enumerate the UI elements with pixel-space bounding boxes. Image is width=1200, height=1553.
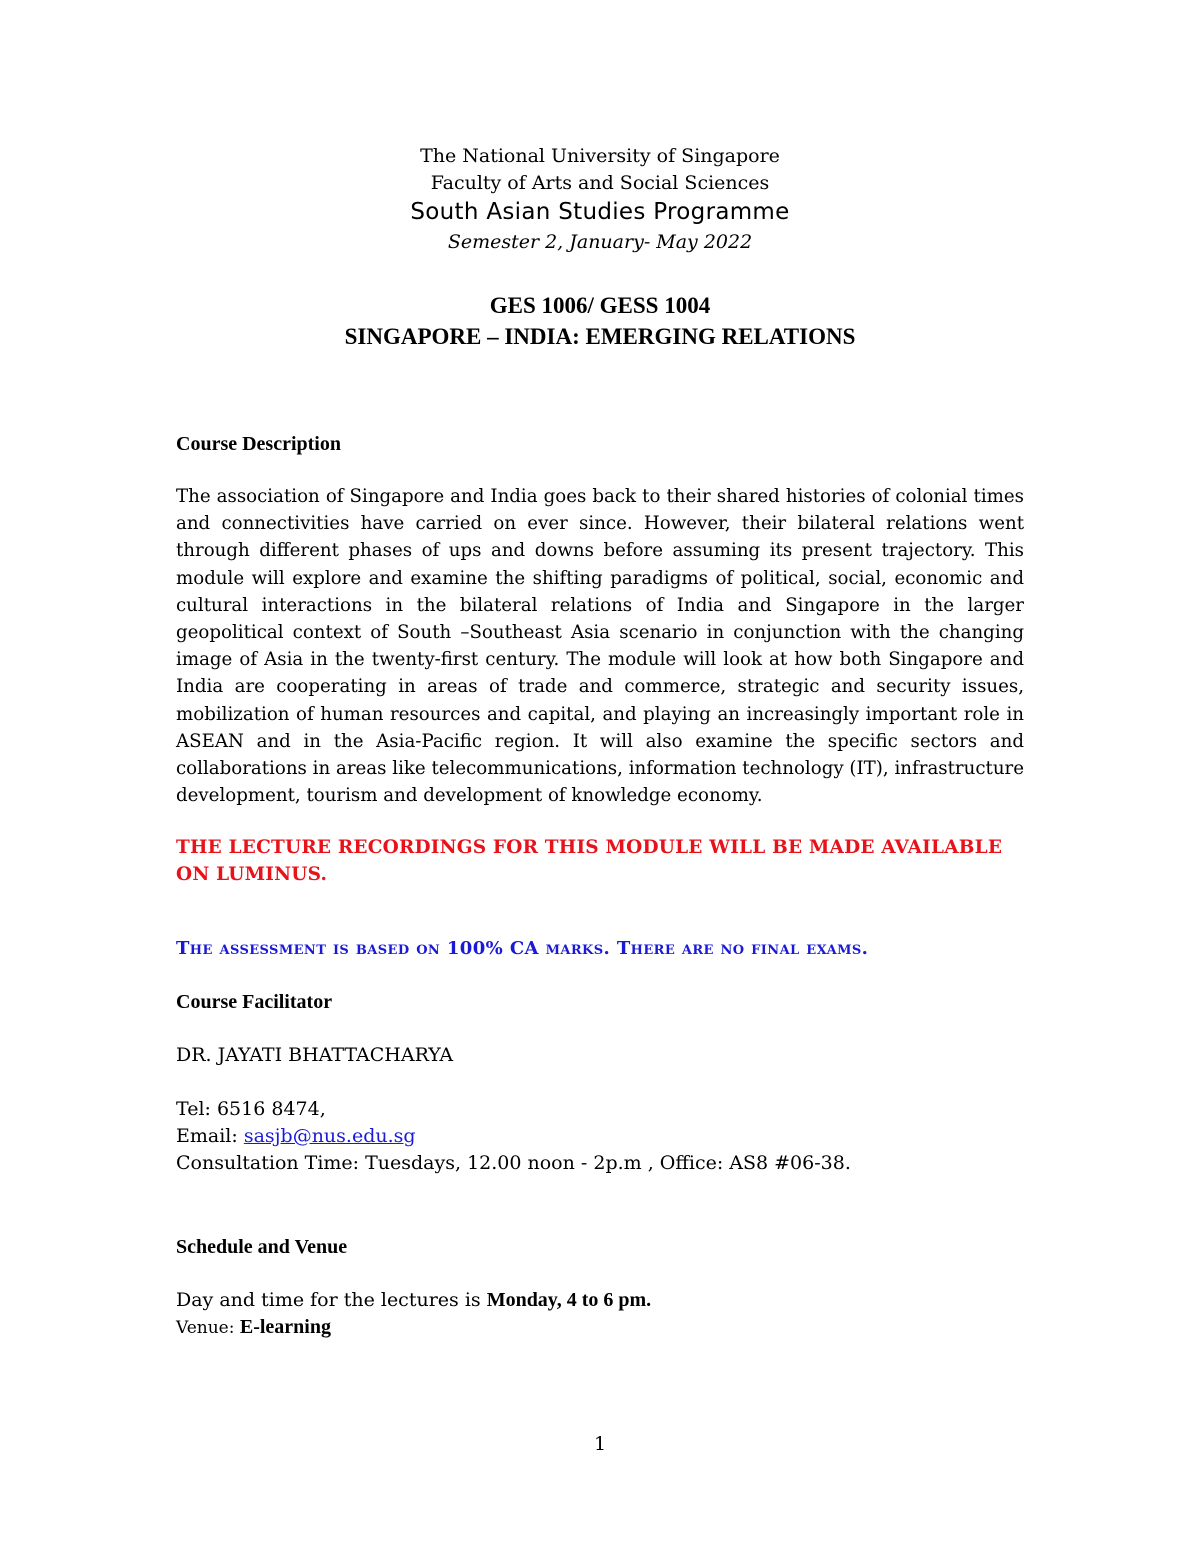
lecture-time-value: Monday, 4 to 6 pm. [486, 1289, 652, 1311]
venue-line [176, 1314, 1024, 1342]
assessment-notice: The assessment is based on 100% CA marks. There are no final exams. [176, 938, 869, 959]
schedule-heading-wrap [176, 1234, 1024, 1260]
recordings-notice: THE LECTURE RECORDINGS FOR THIS MODULE WILL BE MADE AVAILABLE ON LUMINUS. [176, 837, 1003, 885]
programme-name: South Asian Studies Programme [410, 199, 790, 225]
course-description-heading-wrap [176, 431, 1024, 457]
faculty-name: Faculty of Arts and Social Sciences [430, 172, 770, 194]
email-label: Email: [176, 1125, 244, 1147]
schedule-venue-heading: Schedule and Venue [176, 1236, 348, 1258]
course-description-heading: Course Description [176, 433, 341, 455]
facilitator-name-wrap [176, 1042, 1024, 1069]
lecture-time-prefix: Day and time for the lectures is [176, 1289, 487, 1311]
document-header [0, 143, 1200, 257]
facilitator-tel: Tel: 6516 8474, [176, 1098, 326, 1120]
facilitator-heading-wrap [176, 989, 1024, 1015]
venue-value: E-learning [239, 1316, 331, 1338]
university-name: The National University of Singapore [420, 145, 780, 167]
schedule-details [176, 1287, 1024, 1342]
facilitator-contact [176, 1096, 1024, 1177]
consultation-time: Consultation Time: Tuesdays, 12.00 noon - 2p.m , Office: AS8 #06-38. [176, 1152, 851, 1174]
page-number: 1 [593, 1433, 607, 1455]
course-title-block [0, 290, 1200, 352]
venue-label: Venue: [176, 1318, 240, 1338]
facilitator-name: DR. JAYATI BHATTACHARYA [176, 1044, 454, 1066]
course-description-text: The association of Singapore and India goes back to their shared histories of colonial times and connectivities have carried on ever since. However, their bilateral relations went through different phases of ups and downs before assuming its present trajectory. This module will explore and examine the shifting paradigms of political, social, economic and cultural interactions in the bilateral relations of India and Singapore in the larger geopolitical context of South –Southeast Asia scenario in conjunction with the changing image of Asia in the twenty-first century. The module will look at how both Singapore and India are cooperating in areas of trade and commerce, strategic and security issues, mobilization of human resources and capital, and playing an increasingly important role in ASEAN and in the Asia-Pacific region. It will also examine the specific sectors and collaborations in areas like telecommunications, information technology (IT), infrastructure development, tourism and development of knowledge economy. [176, 486, 1024, 807]
course-facilitator-heading: Course Facilitator [176, 991, 333, 1013]
lecture-time-line [176, 1287, 1024, 1314]
email-link[interactable]: sasjb@nus.edu.sg [243, 1125, 416, 1147]
facilitator-email-line [176, 1123, 1024, 1150]
semester-line: Semester 2, January- May 2022 [447, 231, 753, 253]
course-codes: GES 1006/ GESS 1004 [489, 293, 711, 318]
assessment-notice-wrap [176, 936, 1024, 962]
recordings-notice-wrap [176, 834, 1024, 888]
course-title: SINGAPORE – INDIA: EMERGING RELATIONS [344, 324, 856, 349]
course-description-wrap [176, 483, 1024, 809]
